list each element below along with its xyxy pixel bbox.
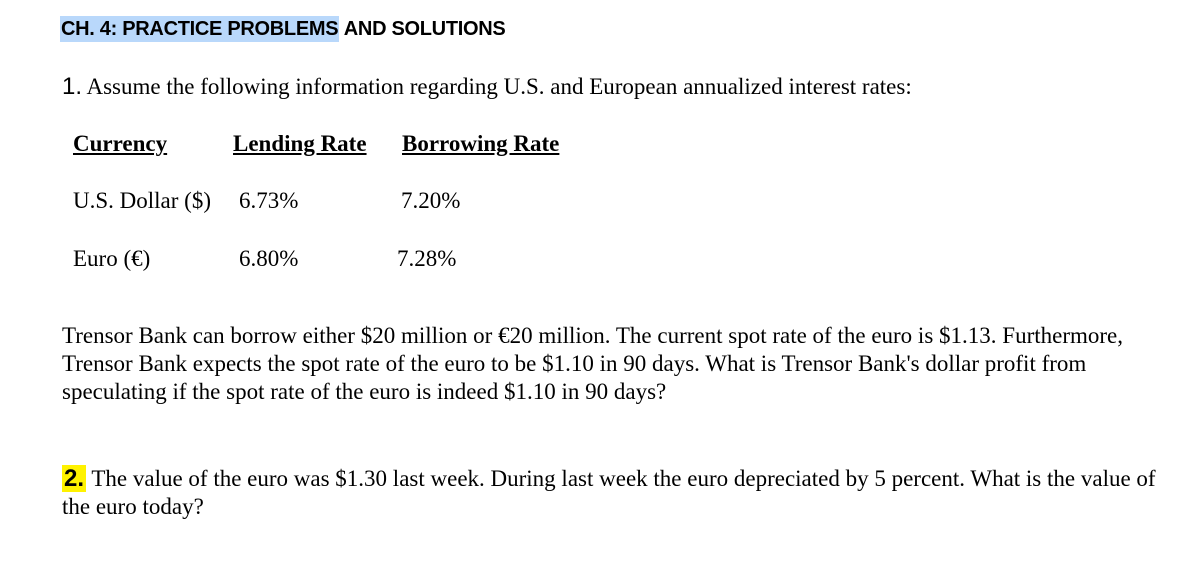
- question-2-text: The value of the euro was $1.30 last week. During last week the euro depreciated by 5 percent. What is the value of the euro today?: [62, 466, 1156, 519]
- question-2: [62, 465, 1162, 521]
- question-1-paragraph: Trensor Bank can borrow either $20 million or €20 million. The current spot rate of the euro is $1.13. Furthermore, Trensor Bank expects the spot rate of the euro to be $1.10 in 90 days. What is Trensor Bank's dollar profit from speculating if the spot rate of the euro is indeed $1.10 in 90 days?: [62, 323, 1123, 404]
- table-cell-borrowing-eur: 7.28%: [397, 246, 457, 271]
- chapter-heading: [60, 18, 505, 41]
- table-cell-currency-usd: U.S. Dollar ($): [73, 188, 211, 213]
- question-2-number: 2.: [64, 465, 85, 492]
- table-header-lending-rate: Lending Rate: [233, 131, 367, 156]
- table-cell-borrowing-usd: 7.20%: [401, 188, 461, 213]
- table-cell-lending-usd: 6.73%: [239, 188, 299, 213]
- table-cell-currency-eur: Euro (€): [73, 246, 151, 271]
- table-header-borrowing-rate: Borrowing Rate: [402, 131, 560, 156]
- question-1-number: 1.: [62, 73, 83, 100]
- question-1-intro-text: Assume the following information regarding U.S. and European annualized interest rates:: [82, 74, 912, 99]
- table-header-currency: Currency: [73, 131, 168, 156]
- chapter-heading-rest: AND SOLUTIONS: [339, 18, 506, 40]
- question-1-intro: [62, 73, 912, 101]
- table-cell-lending-eur: 6.80%: [239, 246, 299, 271]
- chapter-heading-highlighted: CH. 4: PRACTICE PROBLEMS: [61, 18, 339, 40]
